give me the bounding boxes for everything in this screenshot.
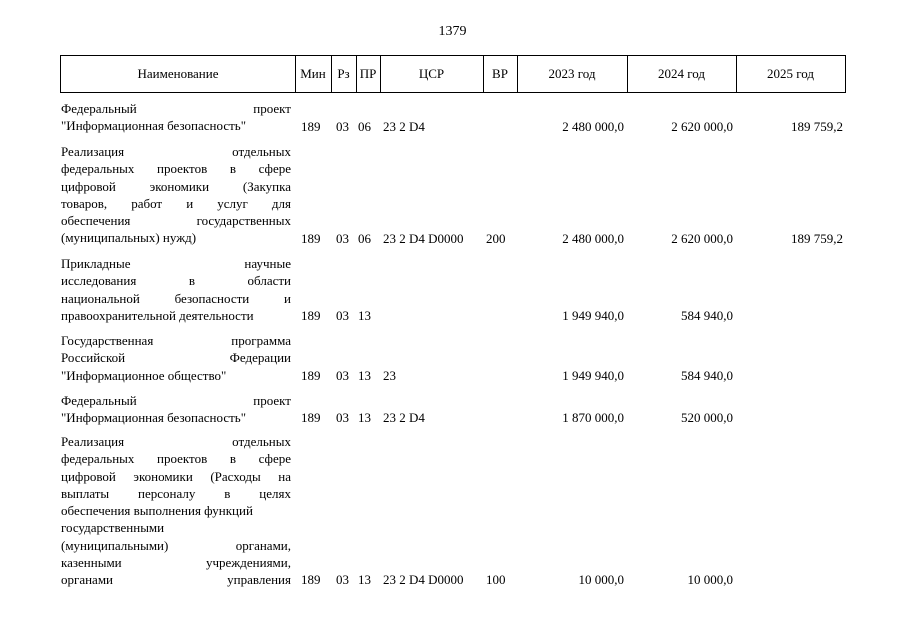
header-rz: Рз	[337, 66, 350, 81]
row-name-line: "Информационное общество"	[61, 367, 227, 383]
cell-pr: 06	[358, 231, 371, 246]
cell-rz: 03	[336, 410, 349, 425]
cell-rz: 03	[336, 308, 349, 323]
row-name	[61, 143, 291, 247]
row-name-line: выплаты персоналу в целях	[61, 485, 291, 501]
cell-vr: 100	[486, 572, 506, 587]
cell-2024: 520 000,0	[681, 410, 733, 425]
row-name-line: национальной безопасности и	[61, 290, 291, 306]
row-name-line: Федеральный проект	[61, 393, 291, 408]
row-name-line: (муниципальных) нужд)	[61, 230, 197, 246]
header-pr: ПР	[359, 66, 377, 81]
row-name-line: федеральных проектов в сфере	[61, 451, 291, 467]
row-name-line: государственными	[61, 520, 165, 536]
row-name	[61, 255, 291, 324]
row-name-line: казенными учреждениями,	[61, 555, 291, 571]
cell-pr: 13	[358, 572, 371, 587]
cell-2023: 1 949 940,0	[562, 368, 624, 383]
cell-csr: 23 2 D4	[383, 410, 425, 425]
cell-csr: 23 2 D4 D0000	[383, 231, 464, 246]
cell-pr: 06	[358, 119, 371, 134]
row-name-line: цифровой экономики (Расходы на	[61, 468, 291, 484]
row-name-line: "Информационная безопасность"	[61, 118, 247, 134]
cell-rz: 03	[336, 231, 349, 246]
row-name	[61, 332, 291, 384]
cell-pr: 13	[358, 410, 371, 425]
row-name-line: товаров, работ и услуг для	[61, 195, 291, 211]
cell-min: 189	[301, 231, 321, 246]
cell-rz: 03	[336, 572, 349, 587]
row-name-line: Реализация отдельных	[61, 434, 291, 449]
cell-2025: 189 759,2	[791, 119, 843, 134]
cell-vr: 200	[486, 231, 506, 246]
cell-rz: 03	[336, 368, 349, 383]
row-name-line: Прикладные научные	[61, 256, 291, 271]
cell-2024: 2 620 000,0	[671, 119, 733, 134]
row-name-line: федеральных проектов в сфере	[61, 161, 291, 177]
row-name-line: цифровой экономики (Закупка	[61, 178, 291, 194]
row-name-line: органами управления	[61, 572, 291, 588]
row-name	[61, 392, 291, 427]
cell-2025: 189 759,2	[791, 231, 843, 246]
header-vr: ВР	[492, 66, 508, 81]
cell-2023: 1 870 000,0	[562, 410, 624, 425]
cell-min: 189	[301, 308, 321, 323]
row-name-line: Федеральный проект	[61, 101, 291, 116]
cell-2023: 1 949 940,0	[562, 308, 624, 323]
row-name-line: обеспечения государственных	[61, 213, 291, 229]
table-header	[60, 55, 846, 93]
header-2025: 2025 год	[767, 66, 814, 81]
row-name-line: "Информационная безопасность"	[61, 410, 247, 426]
row-name-line: Государственная программа	[61, 333, 291, 348]
header-2023: 2023 год	[548, 66, 596, 81]
cell-pr: 13	[358, 368, 371, 383]
row-name-line: исследования в области	[61, 273, 291, 289]
cell-2023: 2 480 000,0	[562, 119, 624, 134]
cell-min: 189	[301, 368, 321, 383]
header-min: Мин	[300, 66, 326, 81]
cell-2024: 10 000,0	[687, 572, 733, 587]
header-csr: ЦСР	[418, 66, 445, 81]
row-name	[61, 100, 291, 135]
cell-rz: 03	[336, 119, 349, 134]
cell-csr: 23	[383, 368, 396, 383]
cell-csr: 23 2 D4	[383, 119, 425, 134]
header-2024: 2024 год	[658, 66, 705, 81]
cell-min: 189	[301, 572, 321, 587]
cell-2023: 10 000,0	[578, 572, 624, 587]
row-name	[61, 433, 291, 589]
row-name-line: Реализация отдельных	[61, 144, 291, 159]
cell-2024: 584 940,0	[681, 368, 733, 383]
cell-pr: 13	[358, 308, 371, 323]
cell-2023: 2 480 000,0	[562, 231, 624, 246]
row-name-line: правоохранительной деятельности	[61, 307, 254, 323]
cell-2024: 2 620 000,0	[671, 231, 733, 246]
cell-csr: 23 2 D4 D0000	[383, 572, 464, 587]
header-name: Наименование	[137, 66, 219, 81]
row-name-line: (муниципальными) органами,	[61, 537, 291, 553]
row-name-line: обеспечения выполнения функций	[61, 503, 253, 519]
cell-min: 189	[301, 410, 321, 425]
page-number: 1379	[438, 24, 467, 39]
cell-2024: 584 940,0	[681, 308, 733, 323]
cell-min: 189	[301, 119, 321, 134]
row-name-line: Российской Федерации	[61, 350, 291, 366]
